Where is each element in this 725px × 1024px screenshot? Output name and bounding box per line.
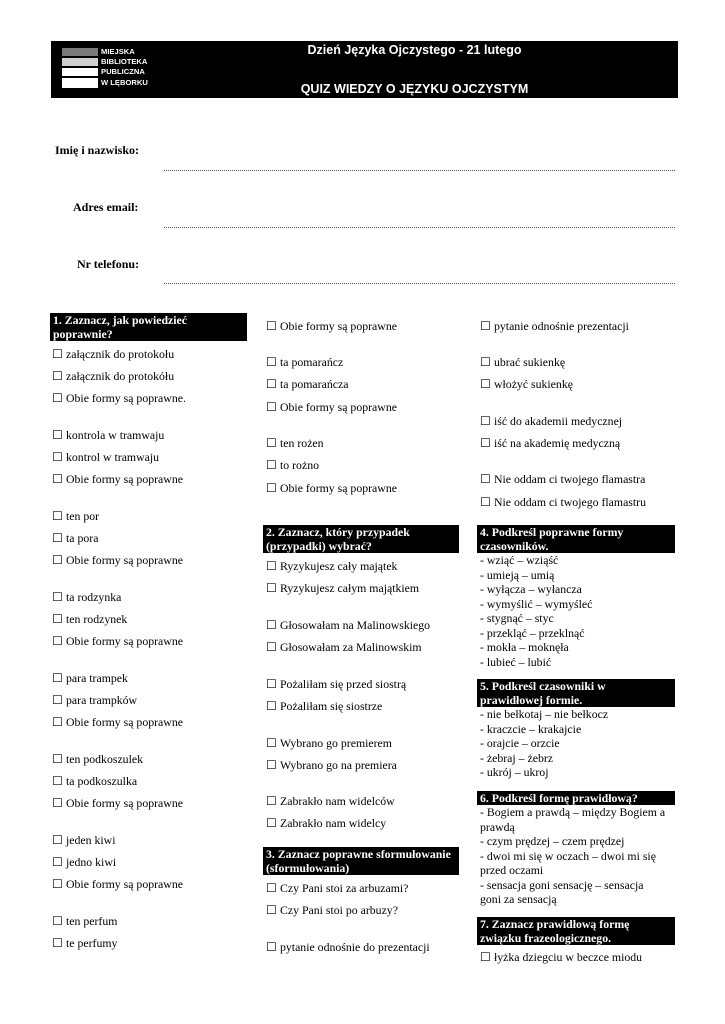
option-label: pytanie odnośnie prezentacji bbox=[494, 319, 629, 333]
q1-option[interactable] bbox=[266, 481, 397, 495]
q1-option[interactable] bbox=[52, 855, 116, 869]
checkbox-icon[interactable]: ☐ bbox=[52, 347, 63, 361]
checkbox-icon[interactable]: ☐ bbox=[266, 816, 277, 830]
checkbox-icon[interactable]: ☐ bbox=[52, 693, 63, 707]
q1-option[interactable] bbox=[52, 634, 183, 648]
q4-item: - stygnąć – styc bbox=[480, 611, 554, 625]
option-label: Obie formy są poprawne bbox=[66, 796, 183, 810]
q1-option[interactable] bbox=[52, 671, 128, 685]
q1-option[interactable] bbox=[52, 914, 117, 928]
q6-item: - dwoi mi się w oczach – dwoi mi się bbox=[480, 848, 656, 863]
option-label: jedno kiwi bbox=[66, 855, 117, 869]
checkbox-icon[interactable]: ☐ bbox=[52, 509, 63, 523]
q6-item: - czym prędzej – czem prędzej bbox=[480, 834, 625, 848]
option-label: Wybrano go premierem bbox=[280, 736, 392, 750]
checkbox-icon[interactable]: ☐ bbox=[266, 355, 277, 369]
option-label: Obie formy są poprawne bbox=[66, 715, 183, 729]
question-4-heading: 4. Podkreśl poprawne formy czasowników. bbox=[477, 525, 675, 553]
page-title: Dzień Języka Ojczystego - 21 lutego bbox=[307, 43, 522, 57]
checkbox-icon[interactable]: ☐ bbox=[52, 774, 63, 788]
option-label: ta podkoszulka bbox=[66, 774, 138, 788]
checkbox-icon[interactable]: ☐ bbox=[266, 940, 277, 954]
q2-option[interactable] bbox=[266, 559, 397, 573]
q1-option[interactable] bbox=[266, 400, 397, 414]
q4-item: - wziąć – wziąść bbox=[480, 553, 559, 567]
option-label: włożyć sukienkę bbox=[494, 377, 573, 391]
q2-option[interactable] bbox=[266, 699, 382, 713]
option-label: kontrola w tramwaju bbox=[66, 428, 165, 442]
q1-option[interactable] bbox=[480, 414, 622, 428]
checkbox-icon[interactable]: ☐ bbox=[52, 877, 63, 891]
q5-item: - orajcie – orzcie bbox=[480, 736, 560, 750]
q5-item: - żebraj – żebrz bbox=[480, 750, 554, 765]
q1-option[interactable] bbox=[52, 347, 174, 361]
option-label: Czy Pani stoi po arbuzy? bbox=[280, 903, 398, 917]
option-label: Pożaliłam się przed siostrą bbox=[280, 677, 407, 691]
checkbox-icon[interactable]: ☐ bbox=[266, 559, 277, 573]
q1-option[interactable] bbox=[52, 531, 98, 545]
q1-option[interactable] bbox=[52, 693, 137, 707]
q6-item: - Bogiem a prawdą – między Bogiem a bbox=[480, 805, 666, 819]
option-label: Obie formy są poprawne bbox=[66, 877, 183, 891]
q4-item: - mokła – moknęła bbox=[480, 640, 569, 654]
q5-item: - ukrój – ukroj bbox=[480, 765, 549, 779]
option-label: ten perfum bbox=[66, 914, 118, 928]
option-label: Obie formy są poprawne bbox=[66, 472, 183, 486]
q1-option[interactable] bbox=[266, 436, 324, 450]
checkbox-icon[interactable]: ☐ bbox=[266, 458, 277, 472]
email-field[interactable] bbox=[164, 227, 675, 228]
q1-option[interactable] bbox=[52, 936, 117, 950]
option-label: jeden kiwi bbox=[66, 833, 116, 847]
q1-option[interactable] bbox=[266, 377, 348, 391]
q1-option[interactable] bbox=[52, 833, 115, 847]
checkbox-icon[interactable]: ☐ bbox=[266, 640, 277, 654]
q2-option[interactable] bbox=[266, 758, 397, 772]
name-label: Imię i nazwisko: bbox=[55, 143, 139, 157]
option-label: to rożno bbox=[280, 458, 319, 472]
q4-item: - lubieć – lubić bbox=[480, 654, 552, 669]
checkbox-icon[interactable]: ☐ bbox=[52, 472, 63, 486]
checkbox-icon[interactable]: ☐ bbox=[266, 903, 277, 917]
option-label: ubrać sukienkę bbox=[494, 355, 566, 369]
checkbox-icon[interactable]: ☐ bbox=[52, 450, 63, 464]
checkbox-icon[interactable]: ☐ bbox=[52, 833, 63, 847]
q1-option[interactable] bbox=[52, 391, 186, 405]
q1-option[interactable] bbox=[52, 472, 183, 486]
q1-option[interactable] bbox=[52, 774, 137, 788]
checkbox-icon[interactable]: ☐ bbox=[52, 671, 63, 685]
question-3-heading: 3. Zaznacz poprawne sformułowanie (sformułowania) bbox=[263, 847, 459, 875]
checkbox-icon[interactable]: ☐ bbox=[52, 553, 63, 567]
name-field[interactable] bbox=[164, 170, 675, 171]
checkbox-icon[interactable]: ☐ bbox=[266, 794, 277, 808]
q1-option[interactable] bbox=[52, 612, 127, 626]
option-label: Ryzykujesz całym majątkiem bbox=[280, 581, 420, 595]
checkbox-icon[interactable]: ☐ bbox=[52, 531, 63, 545]
library-logo: MIEJSKA BIBLIOTEKA PUBLICZNA W LĘBORKU bbox=[62, 48, 150, 90]
quiz-header bbox=[51, 41, 678, 98]
q4-item: - wymyślić – wymyśleć bbox=[480, 596, 593, 611]
q1-option[interactable] bbox=[480, 319, 629, 333]
q2-option[interactable] bbox=[266, 736, 392, 750]
q4-item: - umieją – umią bbox=[480, 567, 555, 582]
q1-option[interactable] bbox=[52, 369, 174, 383]
option-label: ten rożen bbox=[280, 436, 324, 450]
checkbox-icon[interactable]: ☐ bbox=[480, 414, 491, 428]
checkbox-icon[interactable]: ☐ bbox=[266, 377, 277, 391]
checkbox-icon[interactable]: ☐ bbox=[266, 881, 277, 895]
q2-option[interactable] bbox=[266, 677, 406, 691]
q5-item: - nie bełkotaj – nie bełkocz bbox=[480, 707, 609, 721]
q1-option[interactable] bbox=[52, 509, 99, 523]
q7-option[interactable] bbox=[480, 950, 642, 964]
q3-option[interactable] bbox=[266, 940, 430, 954]
option-label: Obie formy są poprawne bbox=[66, 553, 183, 567]
checkbox-icon[interactable]: ☐ bbox=[52, 914, 63, 928]
q1-option[interactable] bbox=[52, 450, 159, 464]
option-label: para trampków bbox=[66, 693, 138, 707]
option-label: Ryzykujesz cały majątek bbox=[280, 559, 398, 573]
option-label: iść do akademii medycznej bbox=[494, 414, 623, 428]
checkbox-icon[interactable]: ☐ bbox=[266, 618, 277, 632]
q1-option[interactable] bbox=[480, 495, 646, 509]
checkbox-icon[interactable]: ☐ bbox=[480, 355, 491, 369]
checkbox-icon[interactable]: ☐ bbox=[480, 436, 491, 450]
q1-option[interactable] bbox=[480, 377, 573, 391]
option-label: Głosowałam na Malinowskiego bbox=[280, 618, 431, 632]
option-label: załącznik do protokółu bbox=[66, 369, 175, 383]
option-label: Czy Pani stoi za arbuzami? bbox=[280, 881, 409, 895]
q1-option[interactable] bbox=[52, 877, 183, 891]
q2-option[interactable] bbox=[266, 581, 419, 595]
q6-item: - sensacja goni sensację – sensacja bbox=[480, 877, 644, 892]
checkbox-icon[interactable]: ☐ bbox=[266, 677, 277, 691]
option-label: Zabrakło nam widelców bbox=[280, 794, 395, 808]
checkbox-icon[interactable]: ☐ bbox=[266, 581, 277, 595]
option-label: ta pora bbox=[66, 531, 99, 545]
option-label: Obie formy są poprawne bbox=[280, 400, 397, 414]
checkbox-icon[interactable]: ☐ bbox=[52, 428, 63, 442]
checkbox-icon[interactable]: ☐ bbox=[266, 481, 277, 495]
q1-option[interactable] bbox=[52, 715, 183, 729]
q4-item: - przekląć – przeklnąć bbox=[480, 625, 585, 640]
q3-option[interactable] bbox=[266, 903, 398, 917]
option-label: Obie formy są poprawne bbox=[66, 634, 183, 648]
option-label: Obie formy są poprawne. bbox=[66, 391, 186, 405]
q6-item: przed oczami bbox=[480, 863, 544, 877]
checkbox-icon[interactable]: ☐ bbox=[480, 950, 491, 964]
email-label: Adres email: bbox=[73, 200, 139, 214]
q3-option[interactable] bbox=[266, 881, 408, 895]
question-5-heading: 5. Podkreśl czasowniki w prawidłowej formie. bbox=[477, 679, 675, 707]
q1-option[interactable] bbox=[52, 796, 183, 810]
checkbox-icon[interactable]: ☐ bbox=[266, 436, 277, 450]
q2-option[interactable] bbox=[266, 794, 395, 808]
checkbox-icon[interactable]: ☐ bbox=[52, 936, 63, 950]
q2-option[interactable] bbox=[266, 618, 430, 632]
option-label: Wybrano go na premiera bbox=[280, 758, 397, 772]
question-6-heading: 6. Podkreśl formę prawidłową? bbox=[477, 791, 675, 805]
option-label: te perfumy bbox=[66, 936, 118, 950]
option-label: ten podkoszulek bbox=[66, 752, 143, 766]
checkbox-icon[interactable]: ☐ bbox=[480, 377, 491, 391]
q1-option[interactable] bbox=[52, 428, 164, 442]
checkbox-icon[interactable]: ☐ bbox=[266, 699, 277, 713]
question-7-heading: 7. Zaznacz prawidłową formę związku frazeologicznego. bbox=[477, 917, 675, 945]
q6-item: goni za sensacją bbox=[480, 892, 557, 906]
option-label: Głosowałam za Malinowskim bbox=[280, 640, 422, 654]
option-label: Obie formy są poprawne bbox=[280, 481, 397, 495]
q1-option[interactable] bbox=[52, 752, 143, 766]
q1-option[interactable] bbox=[480, 472, 645, 486]
checkbox-icon[interactable]: ☐ bbox=[266, 736, 277, 750]
q2-option[interactable] bbox=[266, 640, 422, 654]
question-1-heading: 1. Zaznacz, jak powiedzieć poprawnie? bbox=[50, 313, 247, 341]
q4-item: - wyłącza – wyłancza bbox=[480, 582, 582, 596]
checkbox-icon[interactable]: ☐ bbox=[480, 495, 491, 509]
option-label: łyżka dziegciu w beczce miodu bbox=[494, 950, 643, 964]
option-label: ta pomarańcz bbox=[280, 355, 344, 369]
checkbox-icon[interactable]: ☐ bbox=[266, 319, 277, 333]
option-label: ten por bbox=[66, 509, 100, 523]
checkbox-icon[interactable]: ☐ bbox=[52, 796, 63, 810]
q6-item: prawdą bbox=[480, 819, 515, 834]
phone-label: Nr telefonu: bbox=[77, 257, 140, 271]
q1-option[interactable] bbox=[480, 436, 620, 450]
checkbox-icon[interactable]: ☐ bbox=[52, 612, 63, 626]
q1-option[interactable] bbox=[52, 590, 121, 604]
option-label: ta pomarańcza bbox=[280, 377, 349, 391]
checkbox-icon[interactable]: ☐ bbox=[52, 855, 63, 869]
checkbox-icon[interactable]: ☐ bbox=[480, 319, 491, 333]
option-label: ta rodzynka bbox=[66, 590, 122, 604]
checkbox-icon[interactable]: ☐ bbox=[52, 391, 63, 405]
checkbox-icon[interactable]: ☐ bbox=[52, 634, 63, 648]
q2-option[interactable] bbox=[266, 816, 386, 830]
checkbox-icon[interactable]: ☐ bbox=[480, 472, 491, 486]
option-label: iść na akademię medyczną bbox=[494, 436, 621, 450]
checkbox-icon[interactable]: ☐ bbox=[266, 758, 277, 772]
checkbox-icon[interactable]: ☐ bbox=[52, 752, 63, 766]
checkbox-icon[interactable]: ☐ bbox=[266, 400, 277, 414]
q1-option[interactable] bbox=[266, 355, 343, 369]
option-label: Obie formy są poprawne bbox=[280, 319, 397, 333]
q1-option[interactable] bbox=[52, 553, 183, 567]
option-label: para trampek bbox=[66, 671, 128, 685]
option-label: Pożaliłam się siostrze bbox=[280, 699, 383, 713]
option-label: kontrol w tramwaju bbox=[66, 450, 160, 464]
checkbox-icon[interactable]: ☐ bbox=[52, 369, 63, 383]
q5-item: - kraczcie – krakajcie bbox=[480, 721, 582, 736]
phone-field[interactable] bbox=[164, 283, 675, 284]
q1-option[interactable] bbox=[266, 319, 397, 333]
q1-option[interactable] bbox=[480, 355, 565, 369]
option-label: Nie oddam ci twojego flamastru bbox=[494, 495, 647, 509]
q1-option[interactable] bbox=[266, 458, 319, 472]
option-label: Nie oddam ci twojego flamastra bbox=[494, 472, 646, 486]
option-label: pytanie odnośnie do prezentacji bbox=[280, 940, 430, 954]
page-subtitle: QUIZ WIEDZY O JĘZYKU OJCZYSTYM bbox=[300, 82, 529, 96]
option-label: ten rodzynek bbox=[66, 612, 128, 626]
option-label: załącznik do protokołu bbox=[66, 347, 175, 361]
question-2-heading: 2. Zaznacz, który przypadek (przypadki) wybrać? bbox=[263, 525, 459, 553]
checkbox-icon[interactable]: ☐ bbox=[52, 590, 63, 604]
option-label: Zabrakło nam widelcy bbox=[280, 816, 387, 830]
checkbox-icon[interactable]: ☐ bbox=[52, 715, 63, 729]
